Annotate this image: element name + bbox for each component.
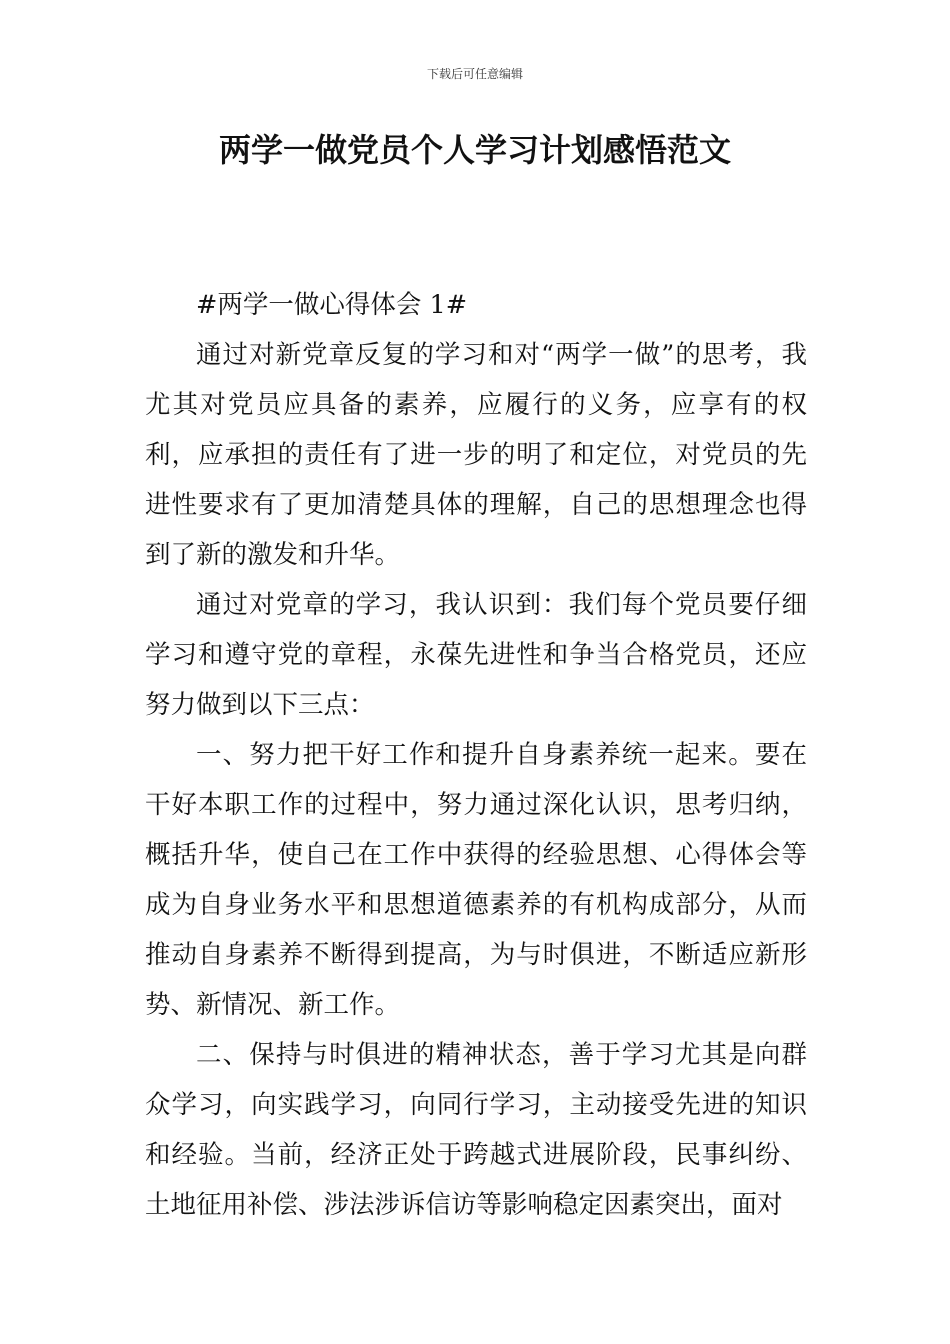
paragraph: 通过对党章的学习，我认识到：我们每个党员要仔细学习和遵守党的章程，永葆先进性和争当合格党员，还应努力做到以下三点： <box>145 590 807 720</box>
paragraph: 一、努力把干好工作和提升自身素养统一起来。要在干好本职工作的过程中，努力通过深化认识，思考归纳，概括升华，使自己在工作中获得的经验思想、心得体会等成为自身业务水平和思想道德素养的有机构成部分，从而推动自身素养不断得到提高，为与时俱进，不断适应新形势、新情况、新工作。 <box>145 740 807 1020</box>
paragraph: 通过对新党章反复的学习和对“两学一做”的思考，我尤其对党员应具备的素养，应履行的义务，应享有的权利，应承担的责任有了进一步的明了和定位，对党员的先进性要求有了更加清楚具体的理解，自己的思想理念也得到了新的激发和升华。 <box>145 340 807 570</box>
section-heading: #两学一做心得体会 1# <box>196 290 468 320</box>
header-note: 下载后可任意编辑 <box>426 67 523 81</box>
document-body <box>145 280 807 1230</box>
document-title: 两学一做党员个人学习计划感悟范文 <box>218 131 731 169</box>
paragraph: 二、保持与时俱进的精神状态，善于学习尤其是向群众学习，向实践学习，向同行学习，主动接受先进的知识和经验。当前，经济正处于跨越式进展阶段，民事纠纷、土地征用补偿、涉法涉诉信访等影响稳定因素突出，面对 <box>145 1040 807 1220</box>
